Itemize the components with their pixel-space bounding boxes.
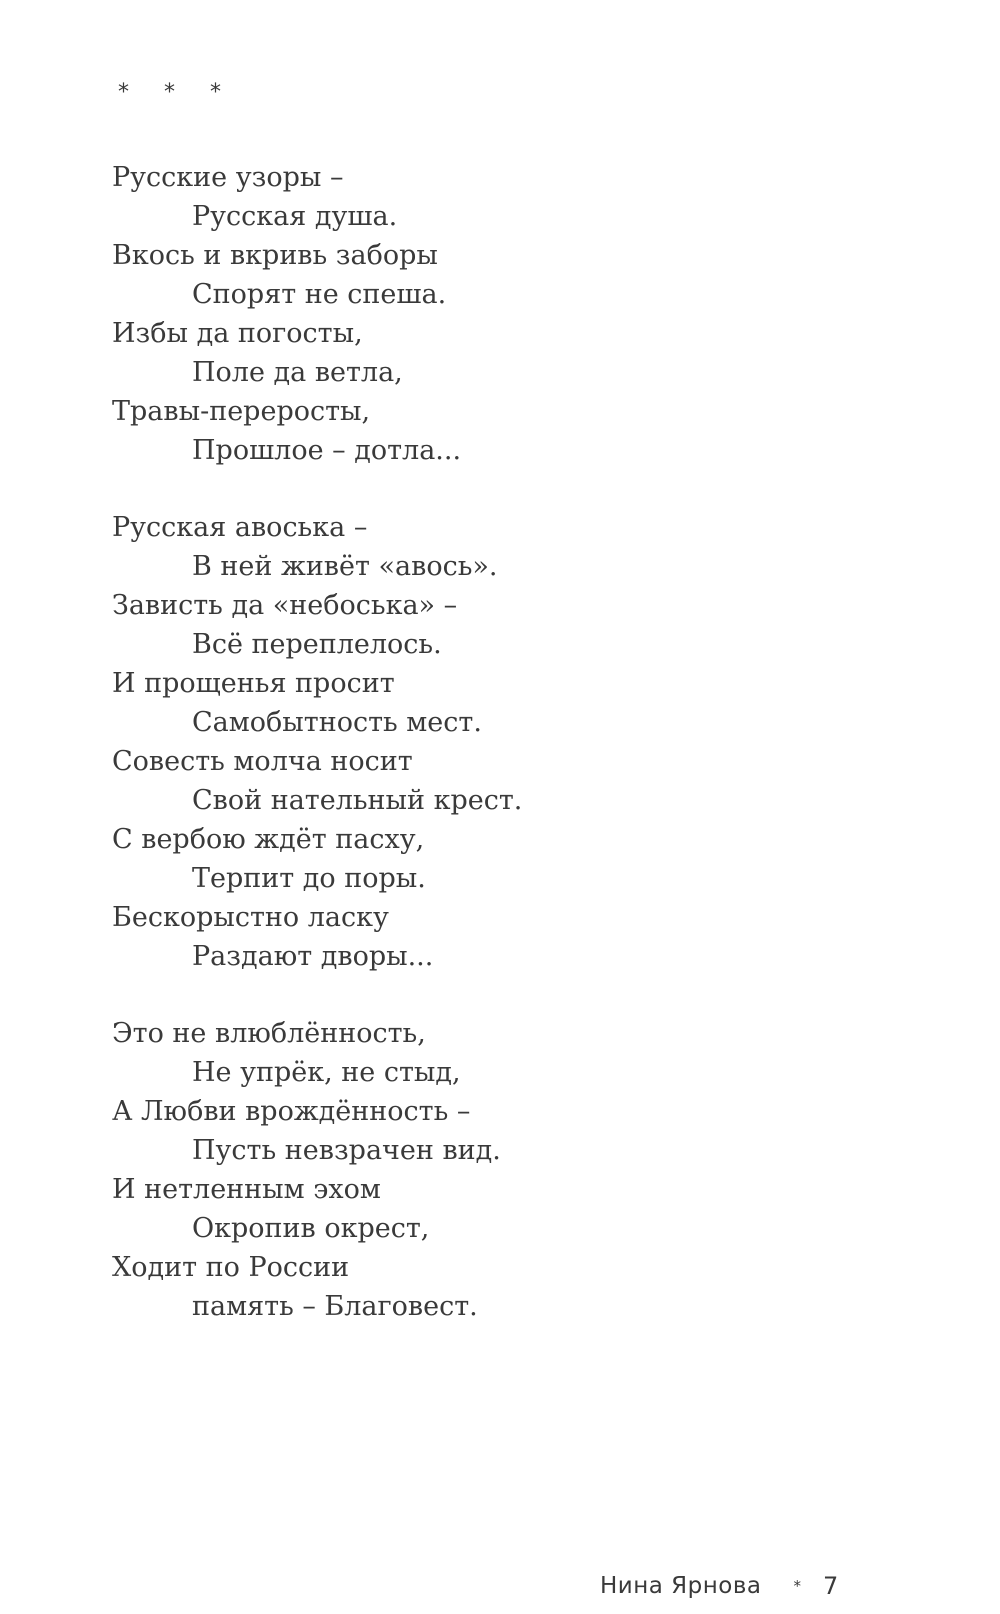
poem-line: Русская душа. xyxy=(192,201,398,232)
poem-line: Русская авоська – xyxy=(112,512,368,543)
poem-line: Прошлое – дотла... xyxy=(192,435,462,466)
poem-line: Терпит до поры. xyxy=(192,863,426,894)
poem-line: Травы-переросты, xyxy=(112,396,371,427)
poem-line: Совесть молча носит xyxy=(112,746,413,777)
poem-line: Не упрёк, не стыд, xyxy=(192,1057,461,1088)
poem-line: Избы да погосты, xyxy=(112,318,363,349)
poem-line: А Любви врождённость – xyxy=(112,1096,471,1127)
stanza xyxy=(112,1014,872,1326)
poem-line: И прощенья просит xyxy=(112,668,395,699)
poem-line: Русские узоры – xyxy=(112,162,344,193)
poem-line: Зависть да «небоська» – xyxy=(112,590,458,621)
poem-line: Это не влюблённость, xyxy=(112,1018,426,1049)
poem-line: Раздают дворы... xyxy=(192,941,434,972)
stanza xyxy=(112,158,872,470)
poem-line: память – Благовест. xyxy=(192,1291,478,1322)
author-name: Нина Ярнова xyxy=(600,1573,762,1599)
poem-line: Вкось и вкривь заборы xyxy=(112,240,438,271)
poem-line: Бескорыстно ласку xyxy=(112,902,389,933)
poem-line: Всё переплелось. xyxy=(192,629,442,660)
poem-line: Поле да ветла, xyxy=(192,357,403,388)
poem-line: В ней живёт «авось». xyxy=(192,551,498,582)
page-footer xyxy=(600,1572,838,1600)
poem-line: Ходит по России xyxy=(112,1252,350,1283)
poem-line: Спорят не спеша. xyxy=(192,279,447,310)
poem-line: Свой нательный крест. xyxy=(192,785,523,816)
poem-line: И нетленным эхом xyxy=(112,1174,381,1205)
stanza xyxy=(112,508,872,976)
poem-line: С вербою ждёт пасху, xyxy=(112,824,425,855)
page-number: 7 xyxy=(823,1572,839,1600)
poem-line: Самобытность мест. xyxy=(192,707,482,738)
footer-separator: * xyxy=(793,1577,802,1595)
poem xyxy=(112,158,872,1364)
asterism-divider: * * * xyxy=(118,80,235,105)
poem-line: Пусть невзрачен вид. xyxy=(192,1135,501,1166)
poem-line: Окропив окрест, xyxy=(192,1213,430,1244)
